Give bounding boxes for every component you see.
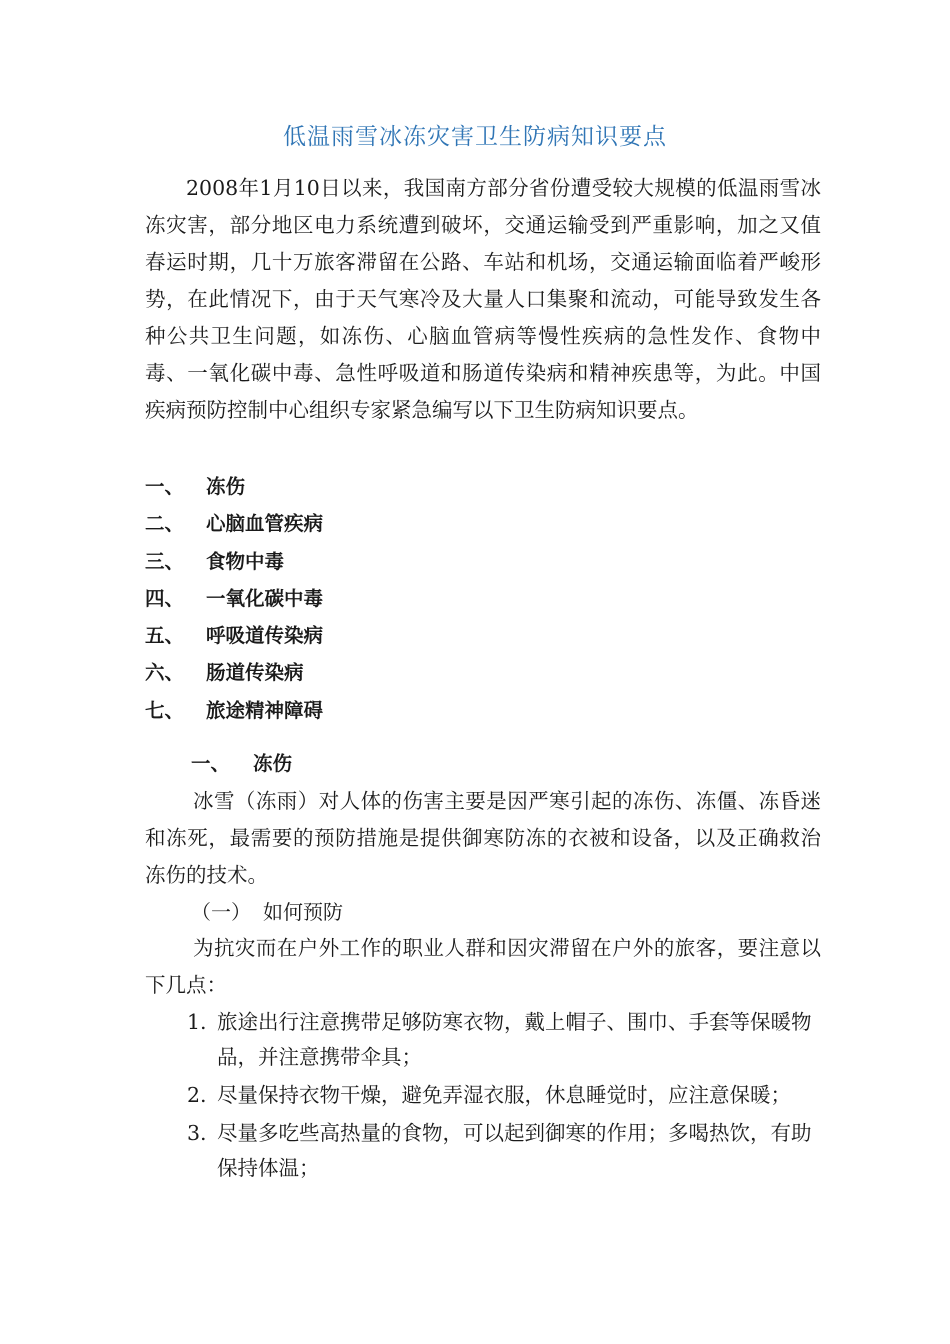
section-number: 一、 [191, 752, 231, 775]
list-item [187, 1116, 827, 1186]
toc-item-number: 四、 [145, 586, 185, 610]
list-item-text: 旅途出行注意携带足够防寒衣物，戴上帽子、围巾、手套等保暖物品，并注意携带伞具； [217, 1010, 812, 1069]
toc-item-label: 心脑血管疾病 [206, 512, 324, 536]
toc-item-label: 呼吸道传染病 [206, 624, 324, 648]
list-item-number: 2. [187, 1083, 207, 1107]
list-item-number: 1. [187, 1010, 207, 1034]
list-item-text: 尽量保持衣物干燥，避免弄湿衣服，休息睡觉时，应注意保暖； [217, 1083, 791, 1107]
subsection-heading [191, 894, 343, 931]
toc-item [145, 543, 323, 580]
toc-item [145, 654, 323, 691]
toc-item-label: 肠道传染病 [206, 661, 304, 685]
toc-item [145, 505, 323, 542]
toc-item [145, 692, 323, 729]
toc-item-label: 食物中毒 [206, 549, 285, 573]
table-of-contents [145, 468, 323, 729]
toc-item-number: 六、 [145, 661, 185, 685]
toc-item [145, 468, 323, 505]
subsection-paragraph: 为抗灾而在户外工作的职业人群和因灾滞留在户外的旅客，要注意以下几点： [145, 936, 821, 997]
list-item-number: 3. [187, 1121, 207, 1145]
intro-paragraph: 2008年1月10日以来，我国南方部分省份遭受较大规模的低温雨雪冰冻灾害，部分地区电力系统遭到破坏，交通运输受到严重影响，加之又值春运时期，几十万旅客滞留在公路、车站和机场，交通运输面临着严峻形势，在此情况下，由于天气寒冷及大量人口集聚和流动，可能导致发生各种公共卫生问题，如冻伤、心脑血管病等慢性疾病的急性发作、食物中毒、一氧化碳中毒、急性呼吸道和肠道传染病和精神疾患等，为此。中国疾病预防控制中心组织专家紧急编写以下卫生防病知识要点。 [145, 176, 821, 422]
list-item [187, 1078, 827, 1113]
section-paragraph: 冰雪（冻雨）对人体的伤害主要是因严寒引起的冻伤、冻僵、冻昏迷和冻死，最需要的预防措施是提供御寒防冻的衣被和设备，以及正确救治冻伤的技术。 [145, 789, 821, 887]
prevention-list [187, 1005, 827, 1189]
toc-item-label: 一氧化碳中毒 [206, 586, 324, 610]
toc-item [145, 617, 323, 654]
subsection-number: （一） [191, 900, 251, 924]
toc-item-number: 五、 [145, 624, 185, 648]
subsection-title: 如何预防 [263, 900, 343, 924]
toc-item [145, 580, 323, 617]
section-title: 冻伤 [253, 752, 293, 775]
toc-item-number: 二、 [145, 512, 185, 536]
list-item-text: 尽量多吃些高热量的食物，可以起到御寒的作用；多喝热饮，有助保持体温； [217, 1121, 812, 1180]
toc-item-number: 七、 [145, 698, 185, 722]
toc-item-label: 冻伤 [206, 475, 246, 498]
document-title: 低温雨雪冰冻灾害卫生防病知识要点 [283, 124, 667, 150]
toc-item-number: 一、 [145, 475, 185, 498]
section-heading [191, 745, 292, 782]
toc-item-number: 三、 [145, 549, 185, 573]
list-item [187, 1005, 827, 1075]
toc-item-label: 旅途精神障碍 [206, 698, 324, 722]
